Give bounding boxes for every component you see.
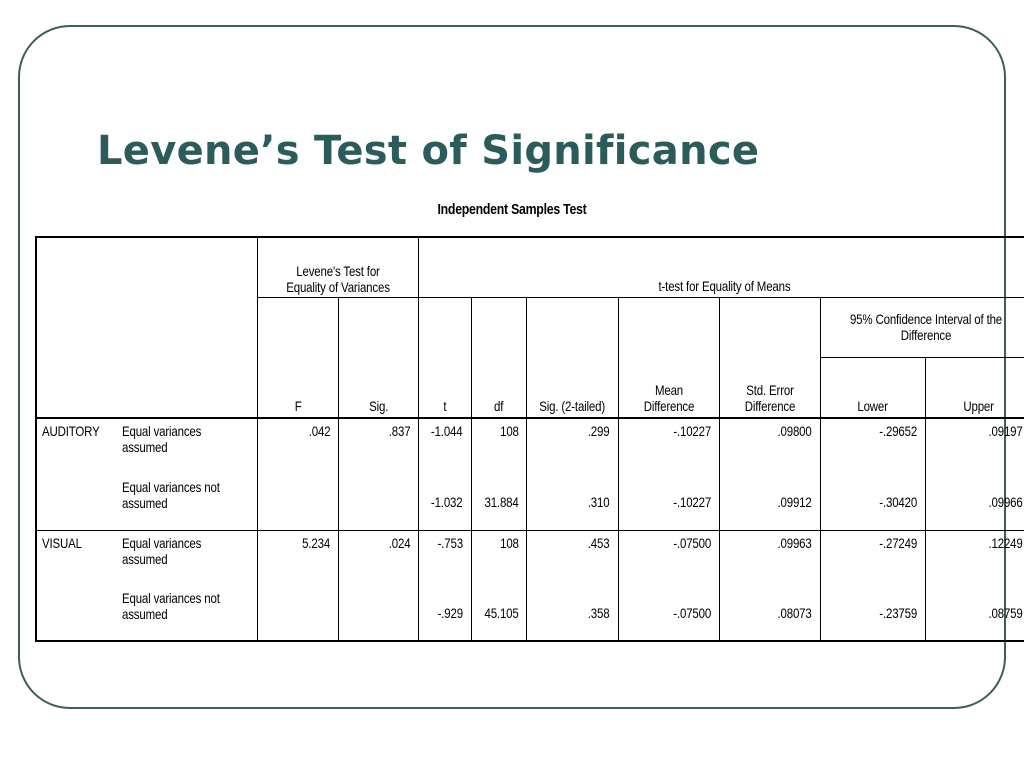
cell-std-error-difference: .09963 [719,530,820,586]
table-caption: Independent Samples Test [437,201,587,218]
row-label: Equal variances not assumed [122,479,220,511]
header-corner-cell [36,237,258,418]
header-upper: Upper [926,357,1024,418]
row-label: Equal variances assumed [117,530,258,586]
row-label: Equal variances not assumed [117,586,258,641]
cell-t: -1.044 [419,418,472,475]
cell-std-error-difference: .08073 [719,586,820,641]
cell-F [258,475,339,530]
cell-sig: .024 [339,530,419,586]
header-levene-group: Levene's Test for Equality of Variances [258,237,419,297]
header-t: t [419,297,472,418]
cell-upper: .08759 [926,586,1024,641]
cell-lower: -.29652 [820,418,926,475]
header-row-groups [36,237,1024,297]
cell-sig: .837 [339,418,419,475]
header-sig-2-tailed: Sig. (2-tailed) [527,297,618,418]
table-row [36,475,1024,530]
row-group-label: VISUAL [36,530,117,641]
slide-title: Levene’s Test of Significance [97,128,760,174]
cell-upper: .09197 [926,418,1024,475]
cell-sig [339,586,419,641]
cell-std-error-difference: .09912 [719,475,820,530]
cell-sig-2-tailed: .453 [527,530,618,586]
cell-df: 45.105 [471,586,527,641]
table-row [36,530,1024,586]
header-F: F [258,297,339,418]
header-ttest-group: t-test for Equality of Means [419,237,1024,297]
independent-samples-test-table [35,236,1024,642]
cell-sig-2-tailed: .358 [527,586,618,641]
cell-t: -.753 [419,530,472,586]
cell-upper: .12249 [926,530,1024,586]
cell-F: .042 [258,418,339,475]
row-group-label: AUDITORY [36,418,117,530]
cell-upper: .09966 [926,475,1024,530]
cell-mean-difference: -.10227 [618,475,719,530]
cell-F: 5.234 [258,530,339,586]
header-lower: Lower [820,357,926,418]
cell-lower: -.23759 [820,586,926,641]
cell-sig-2-tailed: .310 [527,475,618,530]
table-row [36,418,1024,475]
cell-std-error-difference: .09800 [719,418,820,475]
header-df: df [471,297,527,418]
row-label: Equal variances assumed [117,418,258,475]
table-row [36,586,1024,641]
header-mean-difference: Mean Difference [618,297,719,418]
cell-t: -1.032 [419,475,472,530]
cell-t: -.929 [419,586,472,641]
header-ci-group: 95% Confidence Interval of the Difference [820,297,1024,357]
cell-df: 108 [471,530,527,586]
cell-sig [339,475,419,530]
cell-mean-difference: -.07500 [618,530,719,586]
header-sig: Sig. [339,297,419,418]
cell-F [258,586,339,641]
header-std-error-difference: Std. Error Difference [719,297,820,418]
cell-sig-2-tailed: .299 [527,418,618,475]
cell-lower: -.30420 [820,475,926,530]
cell-mean-difference: -.10227 [618,418,719,475]
cell-df: 108 [471,418,527,475]
cell-mean-difference: -.07500 [618,586,719,641]
cell-lower: -.27249 [820,530,926,586]
cell-df: 31.884 [471,475,527,530]
